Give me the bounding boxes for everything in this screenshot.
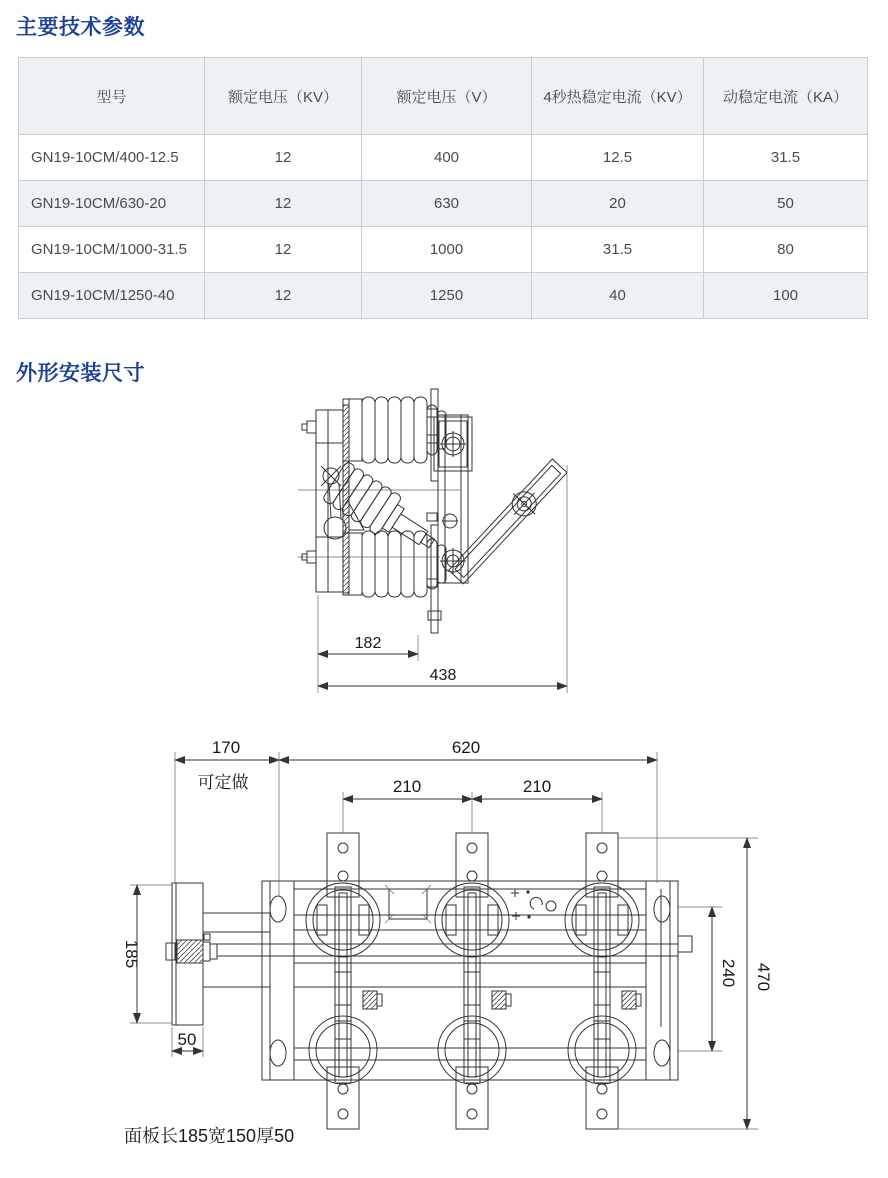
- cell: 40: [532, 273, 704, 319]
- cell: 12: [205, 273, 362, 319]
- dim-620: 620: [451, 738, 481, 757]
- header-dynamic-current: 动稳定电流（KA）: [704, 58, 868, 135]
- front-view-dimensions: [122, 738, 773, 1129]
- cell: 1000: [362, 227, 532, 273]
- pole-assembly-2: [435, 833, 511, 1129]
- header-row: [19, 58, 868, 135]
- pole-assembly-3: [565, 833, 641, 1129]
- header-rated-voltage-kv: 额定电压（KV）: [205, 58, 362, 135]
- cell-model: GN19-10CM/400-12.5: [19, 135, 205, 181]
- cell: 12: [205, 135, 362, 181]
- operating-lever: [445, 456, 571, 588]
- section-title-dimensions: 外形安装尺寸: [16, 362, 145, 385]
- dim-182: 182: [354, 635, 382, 652]
- dim-185: 185: [122, 939, 141, 969]
- cell: 80: [704, 227, 868, 273]
- cell: 31.5: [532, 227, 704, 273]
- dim-210-a: 210: [392, 777, 422, 796]
- mounting-channel: [302, 405, 349, 593]
- dim-470: 470: [754, 962, 773, 992]
- operating-mechanism: [166, 883, 678, 1025]
- note-customizable: 可定做: [197, 773, 249, 792]
- spec-table: [18, 57, 868, 319]
- pole-assembly-1: [306, 833, 382, 1129]
- table-row: [19, 135, 868, 181]
- table-row: [19, 227, 868, 273]
- cell: 50: [704, 181, 868, 227]
- cell: 12: [205, 181, 362, 227]
- cell: 31.5: [704, 135, 868, 181]
- cell: 400: [362, 135, 532, 181]
- dim-438: 438: [429, 667, 457, 684]
- table-row: [19, 273, 868, 319]
- cell: 12: [205, 227, 362, 273]
- cell: 630: [362, 181, 532, 227]
- cell: 20: [532, 181, 704, 227]
- cell-model: GN19-10CM/1250-40: [19, 273, 205, 319]
- dim-240: 240: [719, 958, 738, 988]
- cell: 100: [704, 273, 868, 319]
- section-title-parameters: 主要技术参数: [16, 16, 145, 39]
- cell: 1250: [362, 273, 532, 319]
- switch-front-view: [122, 738, 773, 1129]
- cell-model: GN19-10CM/630-20: [19, 181, 205, 227]
- header-rated-voltage-v: 额定电压（V）: [362, 58, 532, 135]
- cell-model: GN19-10CM/1000-31.5: [19, 227, 205, 273]
- pivot-marker: [321, 466, 341, 486]
- table-row: [19, 181, 868, 227]
- dim-170: 170: [211, 738, 241, 757]
- side-view-drawing: [290, 385, 580, 700]
- dim-50: 50: [177, 1030, 197, 1049]
- cell: 12.5: [532, 135, 704, 181]
- switch-side-view: [298, 389, 571, 693]
- panel-size-note: 面板长185宽150厚50: [124, 1126, 295, 1146]
- header-thermal-current: 4秒热稳定电流（KV）: [532, 58, 704, 135]
- dim-210-b: 210: [522, 777, 552, 796]
- header-model: 型号: [19, 58, 205, 135]
- front-view-drawing: [110, 737, 790, 1139]
